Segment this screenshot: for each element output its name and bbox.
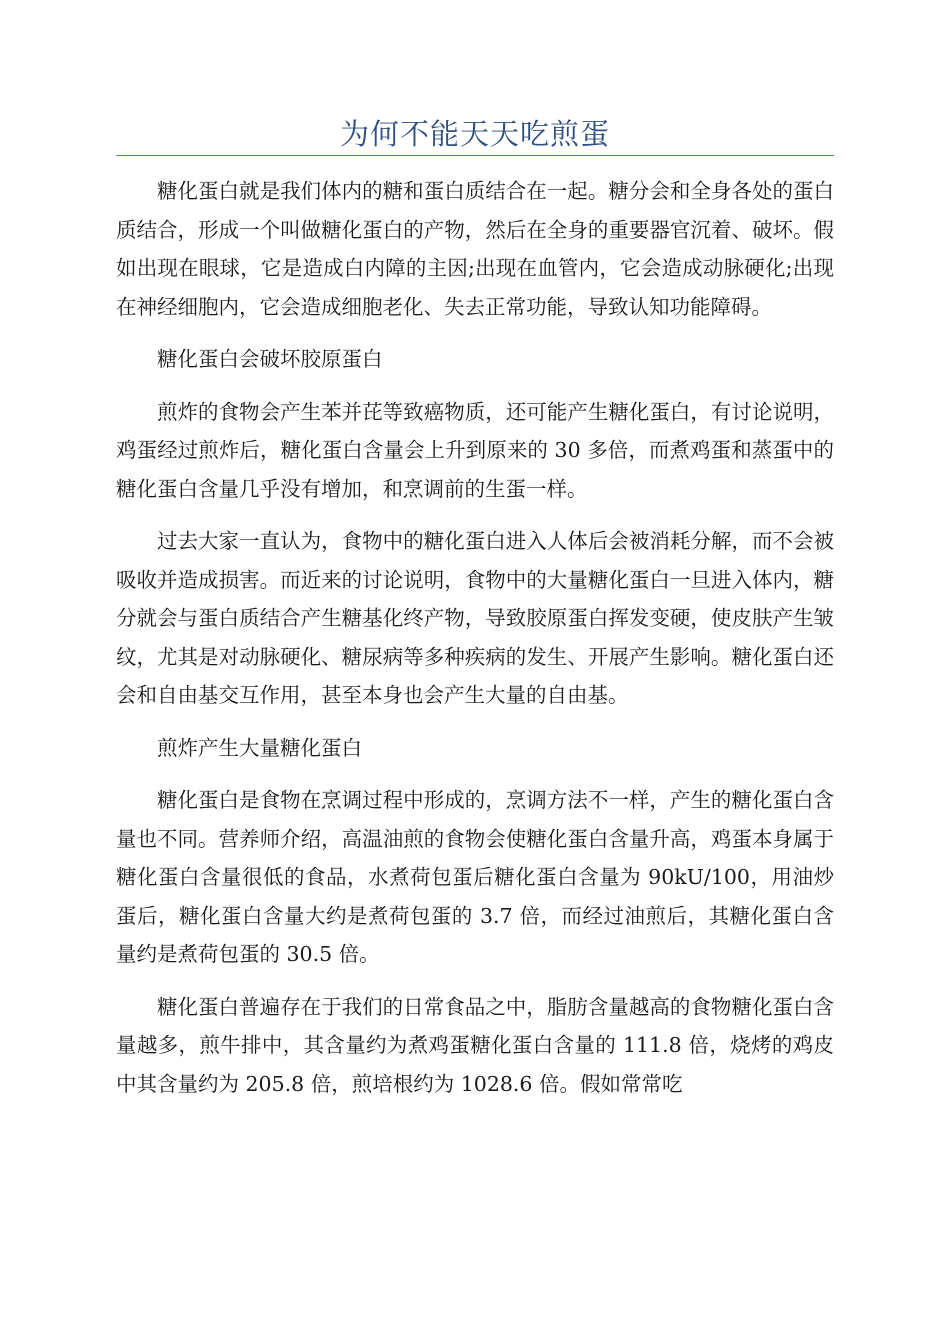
- paragraph-absorption: 过去大家一直认为，食物中的糖化蛋白进入人体后会被消耗分解，而不会被吸收并造成损害。而近来的讨论说明，食物中的大量糖化蛋白一旦进入体内，糖分就会与蛋白质结合产生糖基化终产物，导致胶原蛋白挥发变硬，使皮肤产生皱纹，尤其是对动脉硬化、糖尿病等多种疾病的发生、开展产生影响。糖化蛋白还会和自由基交互作用，甚至本身也会产生大量的自由基。: [116, 529, 834, 707]
- paragraph-cooking-methods: 糖化蛋白是食物在烹调过程中形成的，烹调方法不一样，产生的糖化蛋白含量也不同。营养师介绍，高温油煎的食物会使糖化蛋白含量升高，鸡蛋本身属于糖化蛋白含量很低的食品，水煮荷包蛋后糖化蛋白含量为 90kU/100，用油炒蛋后，糖化蛋白含量大约是煮荷包蛋的 3.7 倍，而经过油煎后，其糖化蛋白含量约是煮荷包蛋的 30.5 倍。: [116, 788, 834, 966]
- title-underline: [116, 155, 834, 156]
- page-title: 为何不能天天吃煎蛋: [339, 117, 610, 151]
- paragraph-intro: 糖化蛋白就是我们体内的糖和蛋白质结合在一起。糖分会和全身各处的蛋白质结合，形成一个叫做糖化蛋白的产物，然后在全身的重要器官沉着、破坏。假如出现在眼球，它是造成白内障的主因;出现在血管内，它会造成动脉硬化;出现在神经细胞内，它会造成细胞老化、失去正常功能，导致认知功能障碍。: [116, 179, 834, 319]
- section-heading-collagen: 糖化蛋白会破坏胶原蛋白: [157, 347, 383, 371]
- paragraph-fried-food: 煎炸的食物会产生苯并芘等致癌物质，还可能产生糖化蛋白，有讨论说明，鸡蛋经过煎炸后，糖化蛋白含量会上升到原来的 30 多倍，而煮鸡蛋和蒸蛋中的糖化蛋白含量几乎没有增加，和烹调前的生蛋一样。: [116, 399, 834, 501]
- section-heading-frying: 煎炸产生大量糖化蛋白: [157, 735, 362, 760]
- document-body: [116, 172, 834, 1117]
- paragraph-common-foods: 糖化蛋白普遍存在于我们的日常食品之中，脂肪含量越高的食物糖化蛋白含量越多，煎牛排中，其含量约为煮鸡蛋糖化蛋白含量的 111.8 倍，烧烤的鸡皮中其含量约为 205.8 倍，煎培根约为 1028.6 倍。假如常常吃: [116, 994, 834, 1096]
